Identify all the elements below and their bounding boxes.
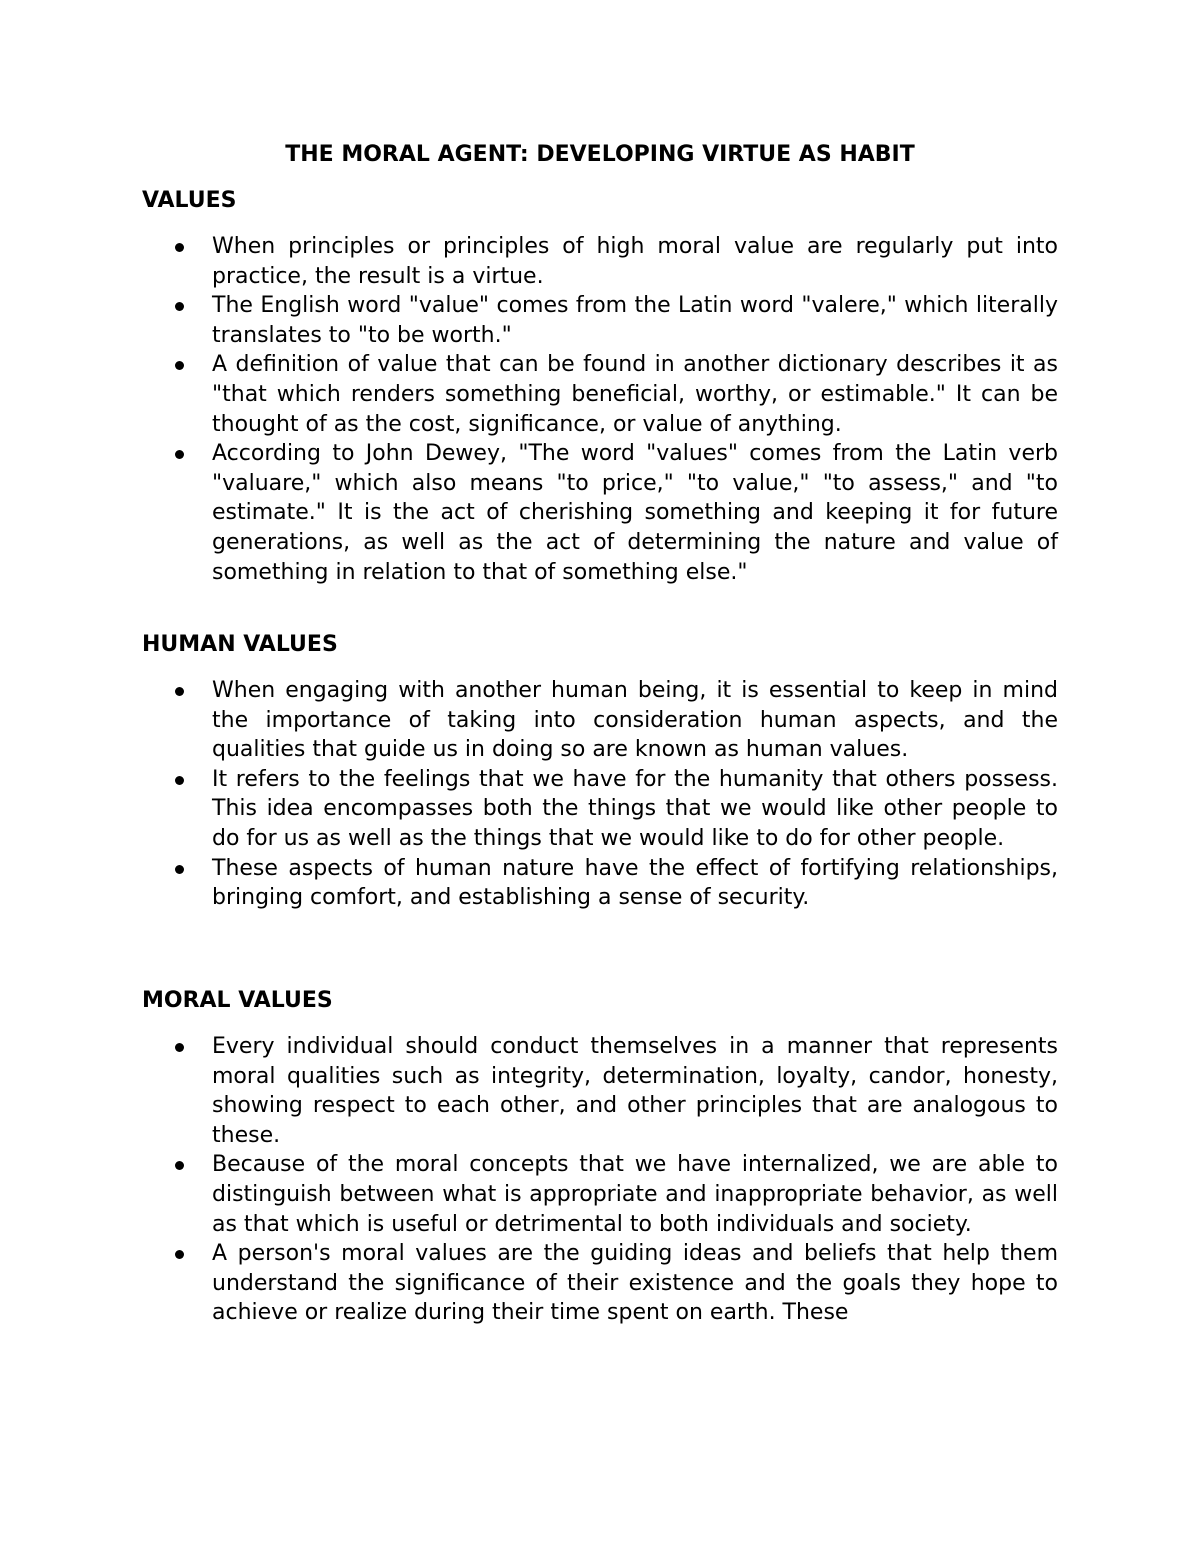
- list-item-text: Because of the moral concepts that we have internalized, we are able to distinguish between what is appropriate and inappropriate behavior, as well as that which is useful or detrimental to both individuals and society.: [212, 1152, 1058, 1237]
- list-item-text: It refers to the feelings that we have for the humanity that others possess. This idea encompasses both the things that we would like other people to do for us as well as the things that we would like to do for other people.: [212, 766, 1058, 851]
- list-item-text: According to John Dewey, "The word "values" comes from the Latin verb "valuare," which also means "to price," "to value," "to assess," and "to estimate." It is the act of cherishing something and keeping it for future generations, as well as the act of determining the nature and value of something in relation to that of something else.": [212, 441, 1058, 585]
- section-heading-human-values: HUMAN VALUES: [142, 632, 338, 657]
- bullet-icon: [175, 450, 184, 459]
- bullet-icon: [175, 243, 184, 252]
- list-item-text: When principles or principles of high moral value are regularly put into practice, the result is a virtue.: [212, 234, 1058, 289]
- list-item: [142, 765, 1058, 854]
- moral-values-bullet-list: [142, 1032, 1058, 1328]
- list-item: [142, 350, 1058, 439]
- section-heading-moral-values: MORAL VALUES: [142, 988, 333, 1013]
- bullet-icon: [175, 1043, 184, 1052]
- section-heading-values: VALUES: [142, 188, 237, 213]
- list-item: [142, 676, 1058, 765]
- bullet-icon: [175, 865, 184, 874]
- bullet-icon: [175, 361, 184, 370]
- list-item-text: The English word "value" comes from the Latin word "valere," which literally translates to "to be worth.": [212, 293, 1058, 348]
- list-item-text: These aspects of human nature have the effect of fortifying relationships, bringing comfort, and establishing a sense of security.: [212, 855, 1058, 911]
- document-title: THE MORAL AGENT: DEVELOPING VIRTUE AS HABIT: [285, 142, 915, 167]
- list-item: [142, 291, 1058, 350]
- list-item: [142, 232, 1058, 291]
- list-item: [142, 1150, 1058, 1239]
- bullet-icon: [175, 1250, 184, 1259]
- list-item: [142, 1239, 1058, 1328]
- bullet-icon: [175, 776, 184, 785]
- list-item-text: When engaging with another human being, it is essential to keep in mind the importance of taking into consideration human aspects, and the qualities that guide us in doing so are known as human values.: [212, 678, 1058, 763]
- list-item: [142, 1032, 1058, 1150]
- list-item-text: Every individual should conduct themselves in a manner that represents moral qualities such as integrity, determination, loyalty, candor, honesty, showing respect to each other, and other principles that are analogous to these.: [212, 1034, 1058, 1148]
- list-item: [142, 854, 1058, 913]
- bullet-icon: [175, 302, 184, 311]
- list-item-text: A definition of value that can be found in another dictionary describes it as "that which renders something beneficial, worthy, or estimable." It can be thought of as the cost, significance, or value of anything.: [212, 352, 1058, 437]
- list-item: [142, 439, 1058, 587]
- bullet-icon: [175, 687, 184, 696]
- values-bullet-list: [142, 232, 1058, 587]
- bullet-icon: [175, 1161, 184, 1170]
- list-item-text: A person's moral values are the guiding ideas and beliefs that help them understand the significance of their existence and the goals they hope to achieve or realize during their time spent on earth. These: [212, 1241, 1058, 1326]
- human-values-bullet-list: [142, 676, 1058, 913]
